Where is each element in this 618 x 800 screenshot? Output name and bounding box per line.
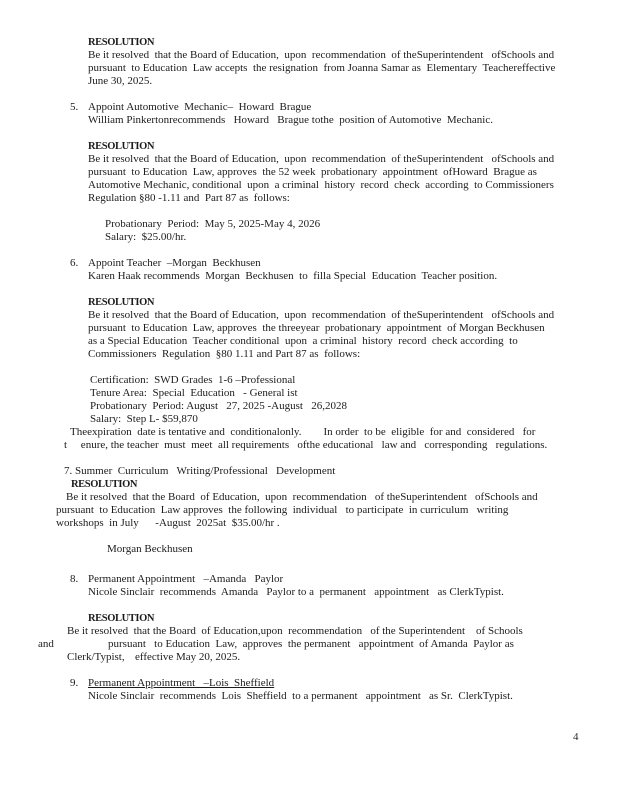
resolution-line: pursuant to Education Law approves the following individual to participate in curriculum writing bbox=[56, 504, 509, 516]
hanging-word: and bbox=[38, 638, 54, 650]
resolution-line: Be it resolved that the Board of Education, upon recommendation of theSuperintendent ofSchools and bbox=[66, 491, 538, 503]
agenda-item-6-details bbox=[0, 374, 618, 452]
page-number: 4 bbox=[573, 731, 579, 743]
resolution-line: Be it resolved that the Board of Education,upon recommendation of the Superintendent of Schools bbox=[67, 625, 523, 637]
resolution-line-text: pursuant to Education Law, approves the permanent appointment of Amanda Paylor as bbox=[108, 638, 514, 650]
resolution-line: pursuant to Education Law accepts the resignation from Joanna Samar as Elementary Teachereffective bbox=[88, 62, 556, 74]
resolution-line: Automotive Mechanic, conditional upon a criminal history record check according to Commissioners bbox=[88, 179, 554, 191]
agenda-item-7-participant bbox=[0, 543, 618, 556]
item-title-line bbox=[70, 677, 618, 690]
agenda-item-5-details bbox=[0, 218, 618, 244]
item-title-line bbox=[70, 257, 618, 270]
item-intro-line: Karen Haak recommends Morgan Beckhusen to filla Special Education Teacher position. bbox=[88, 270, 498, 282]
resolution-line bbox=[38, 638, 618, 651]
resolution-line: June 30, 2025. bbox=[88, 75, 153, 87]
resolution-line: workshops in July -August 2025at $35.00/hr . bbox=[56, 517, 280, 529]
detail-line: Tenure Area: Special Education - General ist bbox=[90, 387, 298, 399]
item-intro-line: Nicole Sinclair recommends Lois Sheffield to a permanent appointment as Sr. ClerkTypist. bbox=[88, 690, 513, 702]
resolution-line: Be it resolved that the Board of Education, upon recommendation of theSuperintendent ofSchools and bbox=[88, 309, 555, 321]
resolution-line: as a Special Education Teacher conditional upon a criminal history record check according to bbox=[88, 335, 518, 347]
agenda-item-6 bbox=[0, 257, 618, 283]
detail-line: Probationary Period: August 27, 2025 -August 26,2028 bbox=[90, 400, 347, 412]
agenda-item-6-resolution bbox=[0, 296, 618, 361]
item-title: Permanent Appointment –Lois Sheffield bbox=[88, 677, 275, 689]
note-line: t enure, the teacher must meet all requirements ofthe educational law and corresponding regulations. bbox=[64, 439, 548, 451]
resolution-line-right: effective May 20, 2025. bbox=[135, 651, 241, 663]
resolution-line-left: Clerk/Typist, bbox=[67, 651, 125, 663]
item-title-line bbox=[70, 101, 618, 114]
opening-resolution-block bbox=[0, 36, 618, 88]
detail-line: Certification: SWD Grades 1-6 –Professional bbox=[90, 374, 296, 386]
item-intro-line: William Pinkertonrecommends Howard Brague tothe position of Automotive Mechanic. bbox=[88, 114, 493, 126]
agenda-item-5-resolution bbox=[0, 140, 618, 205]
resolution-line bbox=[67, 651, 618, 664]
detail-line: Probationary Period: May 5, 2025-May 4, 2026 bbox=[105, 218, 321, 230]
item-title: Permanent Appointment –Amanda Paylor bbox=[88, 573, 284, 585]
detail-line: Salary: $25.00/hr. bbox=[105, 231, 187, 243]
item-intro-line: Nicole Sinclair recommends Amanda Paylor to a permanent appointment as ClerkTypist. bbox=[88, 586, 504, 598]
resolution-line: Be it resolved that the Board of Education, upon recommendation of theSuperintendent ofSchools and bbox=[88, 153, 555, 165]
resolution-heading: RESOLUTION bbox=[88, 613, 155, 624]
item-title-line bbox=[64, 465, 618, 478]
agenda-item-9 bbox=[0, 677, 618, 703]
resolution-line: Commissioners Regulation §80 1.11 and Part 87 as follows: bbox=[88, 348, 361, 360]
agenda-item-8 bbox=[0, 573, 618, 599]
agenda-item-5 bbox=[0, 101, 618, 127]
item-number: 5. bbox=[70, 101, 79, 113]
agenda-item-8-resolution bbox=[0, 612, 618, 664]
resolution-line: pursuant to Education Law, approves the threeyear probationary appointment of Morgan Beckhusen bbox=[88, 322, 545, 334]
item-title: Summer Curriculum Writing/Professional Development bbox=[75, 465, 336, 477]
item-number: 7. bbox=[64, 465, 73, 477]
resolution-heading: RESOLUTION bbox=[88, 141, 155, 152]
agenda-item-7 bbox=[0, 465, 618, 530]
item-title: Appoint Teacher –Morgan Beckhusen bbox=[88, 257, 261, 269]
participant-name: Morgan Beckhusen bbox=[107, 543, 193, 555]
resolution-line: Be it resolved that the Board of Education, upon recommendation of theSuperintendent ofSchools and bbox=[88, 49, 555, 61]
resolution-heading: RESOLUTION bbox=[88, 297, 155, 308]
note-line: Theexpiration date is tentative and conditionalonly. In order to be eligible for and considered for bbox=[70, 426, 536, 438]
resolution-heading: RESOLUTION bbox=[71, 479, 138, 490]
resolution-heading: RESOLUTION bbox=[88, 37, 155, 48]
item-number: 6. bbox=[70, 257, 79, 269]
resolution-line: pursuant to Education Law, approves the 52 week probationary appointment ofHoward Brague as bbox=[88, 166, 537, 178]
item-title-line bbox=[70, 573, 618, 586]
item-number: 8. bbox=[70, 573, 79, 585]
resolution-line: Regulation §80 -1.11 and Part 87 as follows: bbox=[88, 192, 290, 204]
item-title: Appoint Automotive Mechanic– Howard Brague bbox=[88, 101, 312, 113]
detail-line: Salary: Step L- $59,870 bbox=[90, 413, 198, 425]
item-number: 9. bbox=[70, 677, 79, 689]
